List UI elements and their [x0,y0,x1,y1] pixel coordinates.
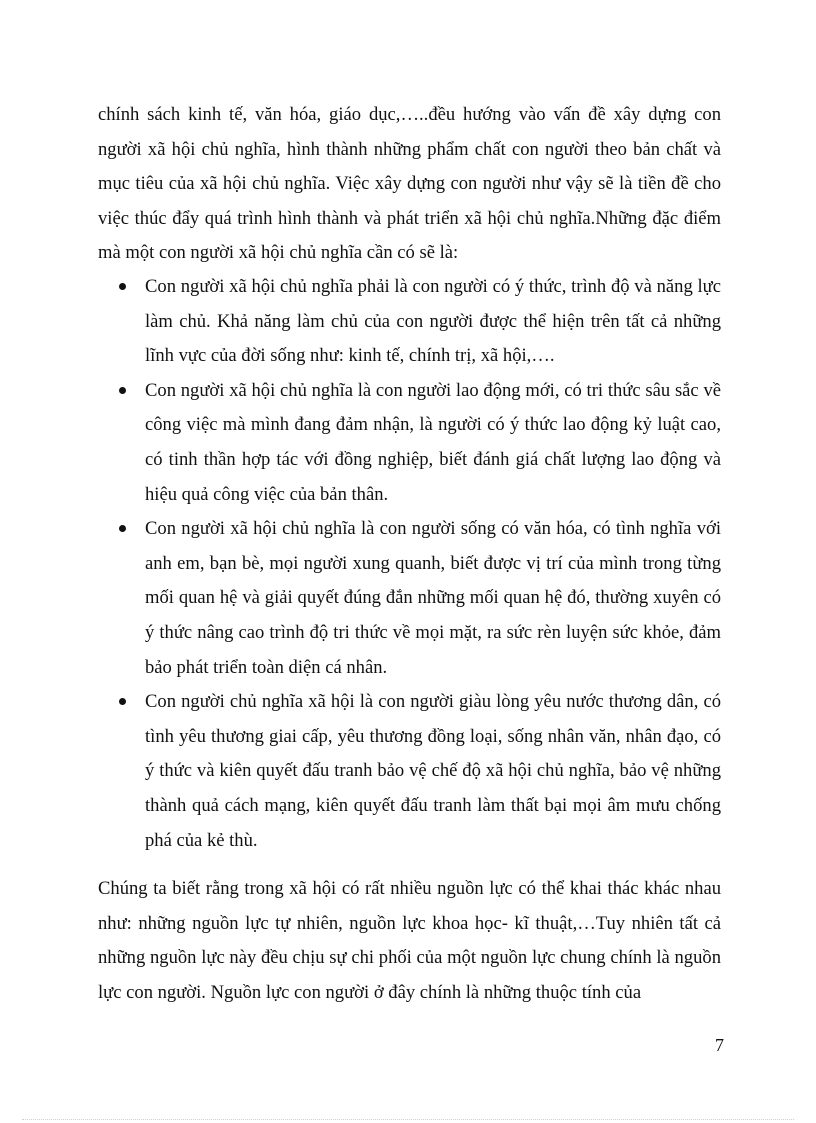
list-item [98,270,721,374]
bullet-list [98,270,721,858]
bullet-text: Con người xã hội chủ nghĩa là con người lao động mới, có tri thức sâu sắc về công việc mà mình đang đảm nhận, là người có ý thức lao động kỷ luật cao, có tinh thần hợp tác với đồng nghiệp, biết đánh giá chất lượng lao động và hiệu quả công việc của bản thân. [145,379,721,505]
bullet-icon [119,387,126,394]
intro-paragraph: chính sách kinh tế, văn hóa, giáo dục,…..đều hướng vào vấn đề xây dựng con người xã hội chủ nghĩa, hình thành những phẩm chất con người theo bản chất và mục tiêu của xã hội chủ nghĩa. Việc xây dựng con người như vậy sẽ là tiền đề cho việc thúc đẩy quá trình hình thành và phát triển xã hội chủ nghĩa.Những đặc điểm mà một con người xã hội chủ nghĩa cần có sẽ là: [98,104,721,264]
bullet-text: Con người xã hội chủ nghĩa phải là con người có ý thức, trình độ và năng lực làm chủ. Khả năng làm chủ của con người được thể hiện trên tất cả những lĩnh vực của đời sống như: kinh tế, chính trị, xã hội,…. [145,276,721,367]
bullet-text: Con người xã hội chủ nghĩa là con người sống có văn hóa, có tình nghĩa với anh em, bạn bè, mọi người xung quanh, biết được vị trí của mình trong từng mối quan hệ và giải quyết đúng đắn những mối quan hệ đó, thường xuyên có ý thức nâng cao trình độ tri thức về mọi mặt, ra sức rèn luyện sức khỏe, đảm bảo phát triển toàn diện cá nhân. [145,518,721,678]
bullet-icon [119,698,126,705]
closing-paragraph: Chúng ta biết rằng trong xã hội có rất nhiều nguồn lực có thể khai thác khác nhau như: những nguồn lực tự nhiên, nguồn lực khoa học- kĩ thuật,…Tuy nhiên tất cả những nguồn lực này đều chịu sự chi phối của một nguồn lực chung chính là nguồn lực con người. Nguồn lực con người ở đây chính là những thuộc tính của [98,878,721,1003]
page-number: 7 [715,1035,724,1055]
bullet-text: Con người chủ nghĩa xã hội là con người giàu lòng yêu nước thương dân, có tình yêu thương giai cấp, yêu thương đồng loại, sống nhân văn, nhân đạo, có ý thức và kiên quyết đấu tranh bảo vệ chế độ xã hội chủ nghĩa, bảo vệ những thành quả cách mạng, kiên quyết đấu tranh làm thất bại mọi âm mưu chống phá của kẻ thù. [145,691,721,851]
list-item [98,512,721,685]
bullet-icon [119,283,126,290]
list-item [98,374,721,512]
page-bottom-divider [22,1119,794,1120]
bullet-icon [119,525,126,532]
list-item [98,685,721,858]
